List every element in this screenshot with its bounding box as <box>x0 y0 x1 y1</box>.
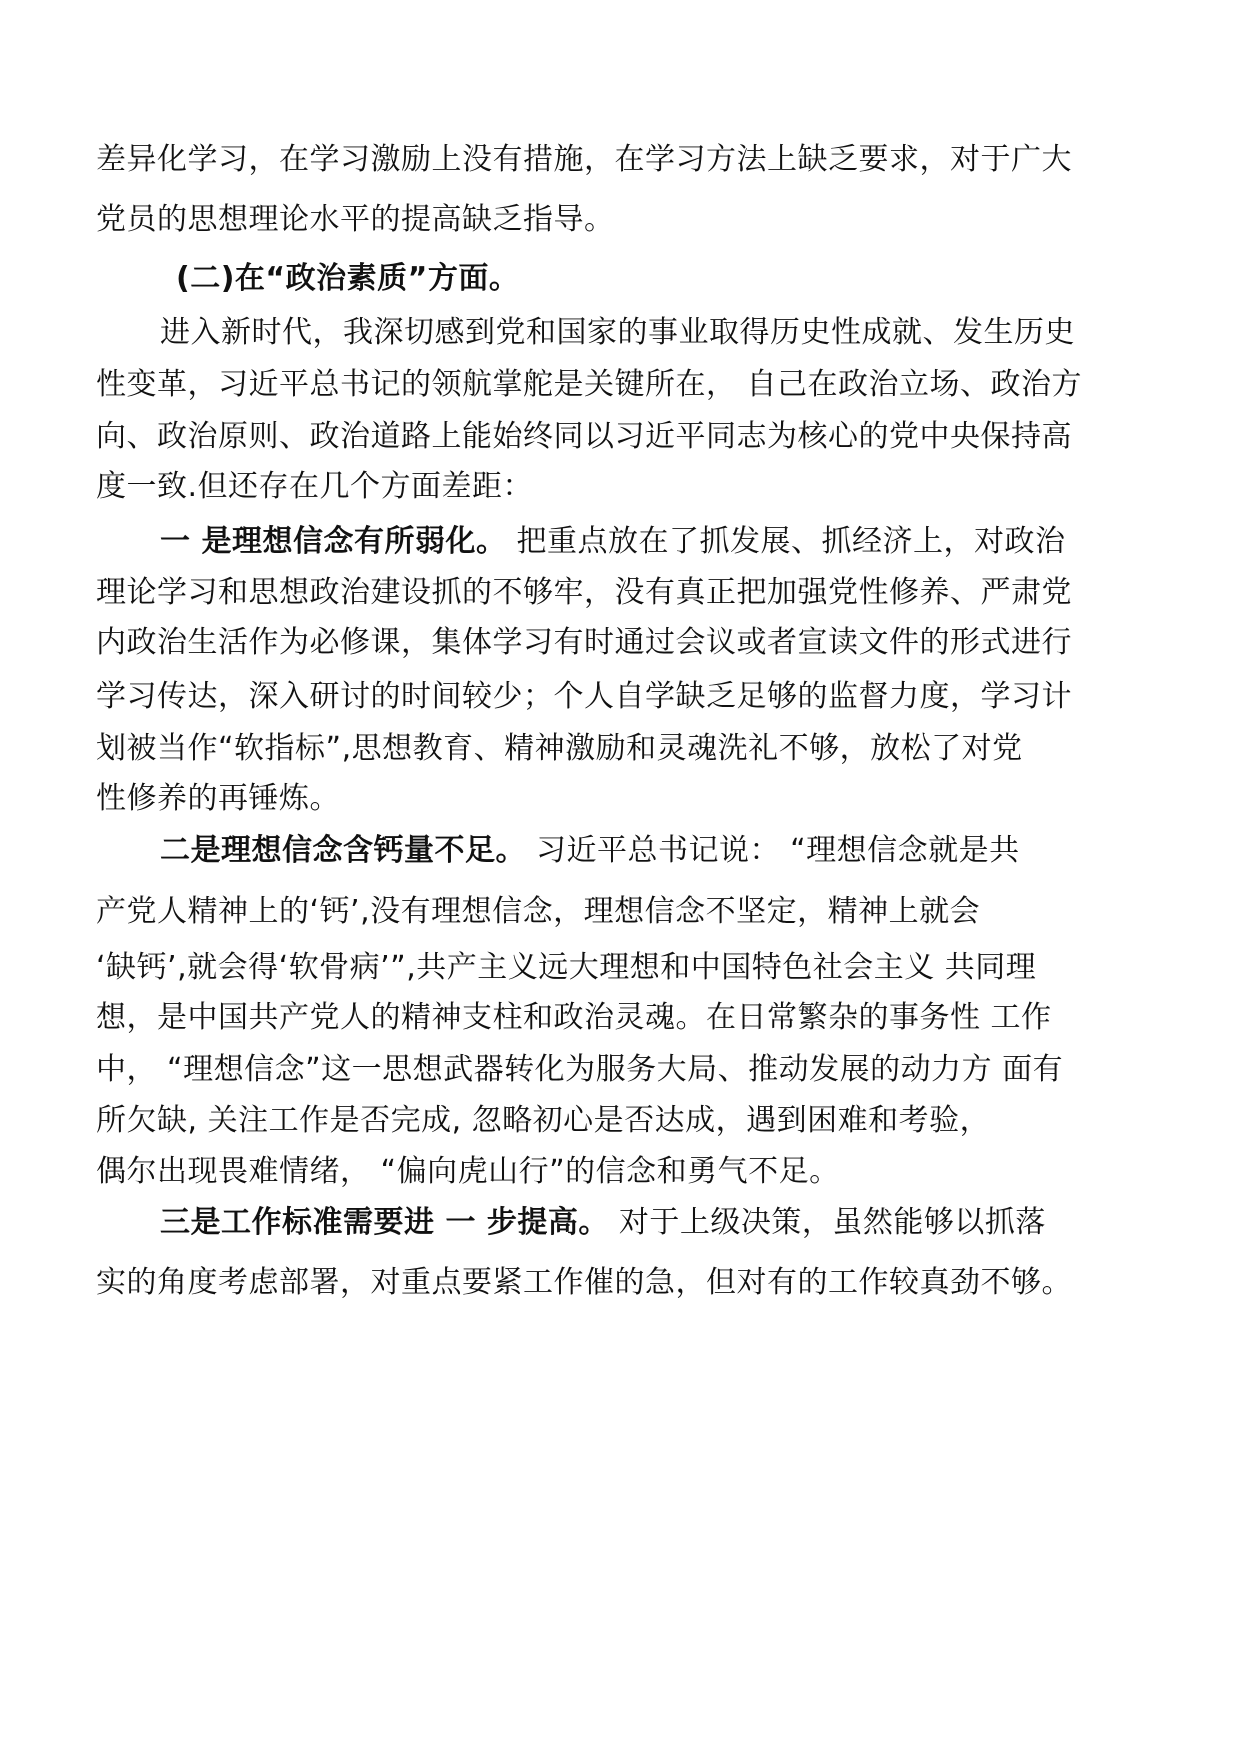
paragraph-line: 学习传达，深入研讨的时间较少；个人自学缺乏足够的监督力度，学习计 <box>96 679 1072 714</box>
paragraph-line: 理论学习和思想政治建设抓的不够牢，没有真正把加强党性修养、严肃党 <box>96 575 1072 610</box>
point-one-heading: 一 是理想信念有所弱化。 <box>160 524 507 559</box>
paragraph-line: 党员的思想理论水平的提高缺乏指导。 <box>96 202 615 237</box>
paragraph-line: 产党人精神上的‘钙’,没有理想信念，理想信念不坚定，精神上就会 <box>96 894 981 929</box>
paragraph-line: 实的角度考虑部署，对重点要紧工作催的急，但对有的工作较真劲不够。 <box>96 1265 1072 1300</box>
paragraph-line: 内政治生活作为必修课，集体学习有时通过会议或者宣读文件的形式进行 <box>96 625 1072 660</box>
paragraph-line: 中， “理想信念”这一思想武器转化为服务大局、推动发展的动力方 面有 <box>96 1052 1064 1087</box>
point-one-line: 一 是理想信念有所弱化。 把重点放在了抓发展、抓经济上，对政治 <box>160 524 1066 559</box>
point-three-heading: 三是工作标准需要进 一 步提高。 <box>160 1205 609 1240</box>
point-two-line: 二是理想信念含钙量不足。 习近平总书记说： “理想信念就是共 <box>160 833 1020 868</box>
point-three-line: 三是工作标准需要进 一 步提高。 对于上级决策，虽然能够以抓落 <box>160 1205 1046 1240</box>
paragraph-line: 想，是中国共产党人的精神支柱和政治灵魂。在日常繁杂的事务性 工作 <box>96 1000 1052 1035</box>
paragraph-line: 差异化学习，在学习激励上没有措施，在学习方法上缺乏要求，对于广大 <box>96 142 1072 177</box>
paragraph-line: 偶尔出现畏难情绪， “偏向虎山行”的信念和勇气不足。 <box>96 1154 840 1189</box>
paragraph-line: ‘缺钙’,就会得‘软骨病’”,共产主义远大理想和中国特色社会主义 共同理 <box>96 950 1037 985</box>
paragraph-line: 向、政治原则、政治道路上能始终同以习近平同志为核心的党中央保持高 <box>96 419 1072 454</box>
section-heading: (二)在“政治素质”方面。 <box>176 261 520 296</box>
paragraph-line: 度一致.但还存在几个方面差距： <box>96 469 534 504</box>
paragraph-line: 性变革，习近平总书记的领航掌舵是关键所在， 自己在政治立场、政治方 <box>96 367 1083 402</box>
paragraph-line: 性修养的再锤炼。 <box>96 781 340 816</box>
paragraph-line: 进入新时代，我深切感到党和国家的事业取得历史性成就、发生历史 <box>160 315 1075 350</box>
point-two-heading: 二是理想信念含钙量不足。 <box>160 833 526 868</box>
paragraph-line: 所欠缺, 关注工作是否完成, 忽略初心是否达成，遇到困难和考验， <box>96 1103 991 1138</box>
paragraph-line: 划被当作“软指标”,思想教育、精神激励和灵魂洗礼不够，放松了对党 <box>96 731 1023 766</box>
